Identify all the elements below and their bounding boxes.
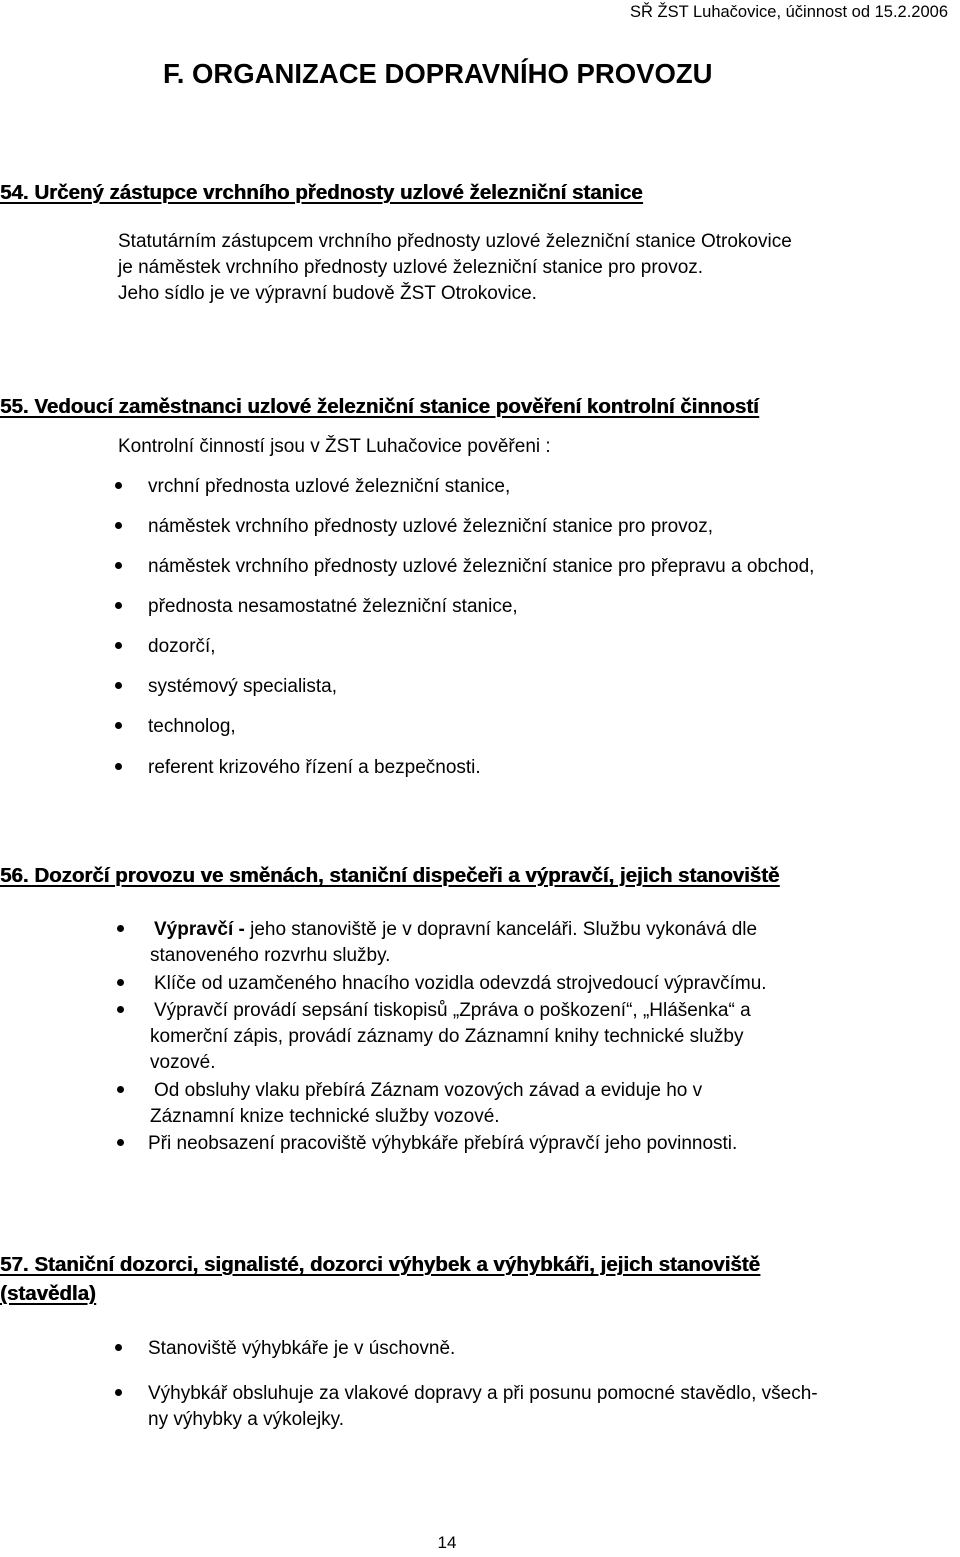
- list-item: Od obsluhy vlaku přebírá Záznam vozových závad a eviduje ho v: [154, 1080, 703, 1101]
- list-item: Klíče od uzamčeného hnacího vozidla odevzdá strojvedoucí výpravčímu.: [154, 973, 767, 994]
- bullet-icon: [117, 925, 124, 932]
- list-item: systémový specialista,: [148, 676, 338, 697]
- bullet-icon: [115, 1389, 122, 1396]
- list-item: přednosta nesamostatné železniční stanice,: [148, 596, 518, 617]
- list-item: Při neobsazení pracoviště výhybkáře přebírá výpravčí jeho povinnosti.: [148, 1133, 738, 1154]
- list-item: náměstek vrchního přednosty uzlové železniční stanice pro provoz,: [148, 516, 714, 537]
- section-54-line-3: Jeho sídlo je ve výpravní budově ŽST Otrokovice.: [118, 283, 537, 304]
- list-item: referent krizového řízení a bezpečnosti.: [148, 757, 481, 778]
- bullet-icon: [117, 1139, 124, 1146]
- section-57-heading: 57. Staniční dozorci, signalisté, dozorci výhybek a výhybkáři, jejich stanoviště: [0, 1253, 760, 1276]
- bullet-icon: [115, 763, 122, 770]
- bullet-icon: [115, 682, 122, 689]
- section-55-heading: 55. Vedoucí zaměstnanci uzlové železniční stanice pověření kontrolní činností: [0, 395, 759, 418]
- section-56-heading: 56. Dozorčí provozu ve směnách, staniční dispečeři a výpravčí, jejich stanoviště: [0, 864, 780, 887]
- page-header: SŘ ŽST Luhačovice, účinnost od 15.2.2006: [630, 3, 948, 21]
- dispatcher-text: jeho stanoviště je v dopravní kanceláři. Službu vykonává dle: [244, 919, 758, 940]
- bullet-icon: [115, 642, 122, 649]
- section-57-heading-cont: (stavědla): [0, 1282, 96, 1305]
- bullet-icon: [115, 522, 122, 529]
- page-number: 14: [437, 1533, 457, 1552]
- bullet-icon: [117, 1086, 124, 1093]
- bullet-icon: [117, 979, 124, 986]
- bullet-icon: [115, 602, 122, 609]
- dispatcher-label: Výpravčí -: [154, 919, 245, 940]
- list-item: Výhybkář obsluhuje za vlakové dopravy a při posunu pomocné stavědlo, všech-: [148, 1383, 818, 1404]
- bullet-icon: [115, 1344, 122, 1351]
- list-item: Stanoviště výhybkáře je v úschovně.: [148, 1338, 456, 1359]
- list-item-continuation: ny výhybky a výkolejky.: [148, 1409, 345, 1430]
- section-54-heading: 54. Určený zástupce vrchního přednosty uzlové železniční stanice: [0, 181, 643, 204]
- list-item: náměstek vrchního přednosty uzlové železniční stanice pro přepravu a obchod,: [148, 556, 815, 577]
- bullet-icon: [117, 1006, 124, 1013]
- bullet-icon: [115, 482, 122, 489]
- list-item-continuation: stanoveného rozvrhu služby.: [150, 945, 391, 966]
- section-54-line-1: Statutárním zástupcem vrchního přednosty uzlové železniční stanice Otrokovice: [118, 231, 792, 252]
- bullet-icon: [115, 722, 122, 729]
- list-item-continuation: Záznamní knize technické služby vozové.: [150, 1106, 500, 1127]
- list-item-dispatcher: [154, 917, 757, 942]
- list-item: dozorčí,: [148, 636, 216, 657]
- list-item-continuation: komerční zápis, provádí záznamy do Záznamní knihy technické služby: [150, 1026, 744, 1047]
- list-item-continuation: vozové.: [150, 1052, 216, 1073]
- bullet-icon: [115, 562, 122, 569]
- section-55-intro: Kontrolní činností jsou v ŽST Luhačovice pověřeni :: [118, 436, 551, 457]
- list-item: technolog,: [148, 716, 236, 737]
- section-54-line-2: je náměstek vrchního přednosty uzlové železniční stanice pro provoz.: [118, 257, 704, 278]
- list-item: vrchní přednosta uzlové železniční stanice,: [148, 476, 511, 497]
- document-title: F. ORGANIZACE DOPRAVNÍHO PROVOZU: [163, 58, 713, 89]
- list-item: Výpravčí provádí sepsání tiskopisů „Zpráva o poškození“, „Hlášenka“ a: [154, 1000, 751, 1021]
